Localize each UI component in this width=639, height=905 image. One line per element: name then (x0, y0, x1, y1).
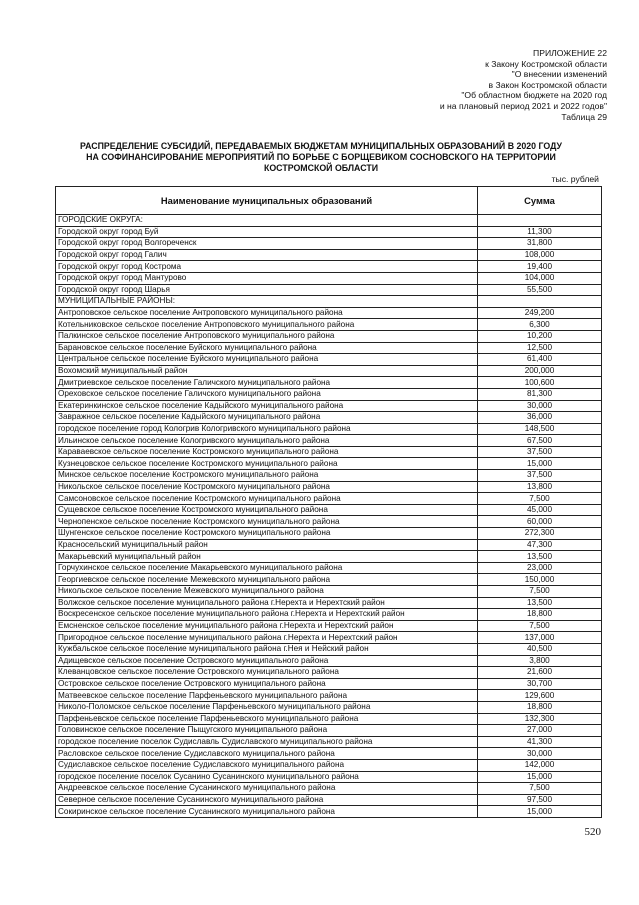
subsidy-amount: 67,500 (478, 435, 602, 447)
subsidy-amount: 31,800 (478, 238, 602, 250)
subsidy-amount: 13,500 (478, 597, 602, 609)
document-title (40, 141, 602, 174)
municipality-name: Адищевское сельское поселение Островского муниципального района (56, 655, 478, 667)
municipality-name: Горчухинское сельское поселение Макарьевского муниципального района (56, 562, 478, 574)
subsidy-amount: 30,000 (478, 400, 602, 412)
subsidy-amount: 100,600 (478, 377, 602, 389)
municipality-name: Сущевское сельское поселение Костромского муниципального района (56, 504, 478, 516)
subsidy-amount: 13,500 (478, 551, 602, 563)
municipality-name: Сокиринское сельское поселение Сусанинского муниципального района (56, 806, 478, 818)
table-row (56, 412, 602, 424)
table-header-row (56, 187, 602, 215)
municipality-name: Расловское сельское поселение Судиславского муниципального района (56, 748, 478, 760)
subsidy-amount: 137,000 (478, 632, 602, 644)
table-row (56, 528, 602, 540)
municipality-name: Городской округ город Галич (56, 249, 478, 261)
municipality-name: Пригородное сельское поселение муниципального района г.Нерехта и Нерехтский район (56, 632, 478, 644)
municipality-name: Емсненское сельское поселение муниципального района г.Нерехта и Нерехтский район (56, 620, 478, 632)
municipality-name: Андреевское сельское поселение Сусанинского муниципального района (56, 783, 478, 795)
subsidy-amount: 19,400 (478, 261, 602, 273)
subsidy-amount: 132,300 (478, 713, 602, 725)
table-row (56, 319, 602, 331)
municipality-name: Островское сельское поселение Островского муниципального района (56, 678, 478, 690)
table-row (56, 806, 602, 818)
municipality-name: Волжское сельское поселение муниципального района г.Нерехта и Нерехтский район (56, 597, 478, 609)
subsidy-amount: 104,000 (478, 272, 602, 284)
subsidy-amount: 55,500 (478, 284, 602, 296)
table-row (56, 238, 602, 250)
municipality-name: Матвеевское сельское поселение Парфеньевского муниципального района (56, 690, 478, 702)
subsidy-amount: 23,000 (478, 562, 602, 574)
municipality-name: Городской округ город Волгореченск (56, 238, 478, 250)
table-row (56, 562, 602, 574)
table-row (56, 794, 602, 806)
title-line: НА СОФИНАНСИРОВАНИЕ МЕРОПРИЯТИЙ ПО БОРЬБЕ С БОРЩЕВИКОМ СОСНОВСКОГО НА ТЕРРИТОРИИ (86, 152, 556, 162)
municipality-name: Красносельский муниципальный район (56, 539, 478, 551)
subsidy-amount: 7,500 (478, 493, 602, 505)
subsidy-amount: 12,500 (478, 342, 602, 354)
municipality-name: Воскресенское сельское поселение муниципального района г.Нерехта и Нерехтский район (56, 609, 478, 621)
municipality-name: Городской округ город Мантурово (56, 272, 478, 284)
table-row (56, 632, 602, 644)
municipality-name: Антроповское сельское поселение Антроповского муниципального района (56, 307, 478, 319)
table-row (56, 586, 602, 598)
municipality-name: Северное сельское поселение Сусанинского муниципального района (56, 794, 478, 806)
subsidy-amount: 15,000 (478, 458, 602, 470)
municipality-name: Вохомский муниципальный район (56, 365, 478, 377)
table-row (56, 458, 602, 470)
municipality-name: городское поселение город Кологрив Кологривского муниципального района (56, 423, 478, 435)
subsidy-amount: 15,000 (478, 771, 602, 783)
municipality-name: Завражное сельское поселение Кадыйского муниципального района (56, 412, 478, 424)
subsidy-amount: 18,800 (478, 609, 602, 621)
table-row (56, 226, 602, 238)
table-row (56, 655, 602, 667)
subsidy-amount: 30,000 (478, 748, 602, 760)
municipality-name: Ильинское сельское поселение Кологривского муниципального района (56, 435, 478, 447)
table-row (56, 493, 602, 505)
subsidy-amount: 45,000 (478, 504, 602, 516)
column-header-name: Наименование муниципальных образований (56, 187, 478, 215)
subsidy-amount: 150,000 (478, 574, 602, 586)
subsidy-amount: 81,300 (478, 388, 602, 400)
table-row (56, 470, 602, 482)
subsidy-amount: 249,200 (478, 307, 602, 319)
subsidy-amount: 7,500 (478, 783, 602, 795)
table-row (56, 748, 602, 760)
subsidy-amount: 37,500 (478, 470, 602, 482)
table-row (56, 400, 602, 412)
municipality-name: Екатеринкинское сельское поселение Кадыйского муниципального района (56, 400, 478, 412)
table-row (56, 215, 602, 227)
page-number: 520 (584, 826, 601, 838)
municipality-name: Парфеньевское сельское поселение Парфеньевского муниципального района (56, 713, 478, 725)
title-line: РАСПРЕДЕЛЕНИЕ СУБСИДИЙ, ПЕРЕДАВАЕМЫХ БЮДЖЕТАМ МУНИЦИПАЛЬНЫХ ОБРАЗОВАНИЙ В 2020 ГОДУ (80, 141, 562, 151)
subsidy-amount: 60,000 (478, 516, 602, 528)
subsidy-amount: 41,300 (478, 736, 602, 748)
subsidy-table (55, 186, 602, 818)
table-row (56, 307, 602, 319)
table-row (56, 354, 602, 366)
table-row (56, 736, 602, 748)
subsidy-amount: 11,300 (478, 226, 602, 238)
municipality-name: Кужбальское сельское поселение муниципального района г.Нея и Нейский район (56, 643, 478, 655)
table-row (56, 446, 602, 458)
table-row (56, 759, 602, 771)
table-row (56, 365, 602, 377)
table-row (56, 713, 602, 725)
table-row (56, 504, 602, 516)
municipality-name: Георгиевское сельское поселение Межевского муниципального района (56, 574, 478, 586)
municipality-name: Кузнецовское сельское поселение Костромского муниципального района (56, 458, 478, 470)
municipality-name: Минское сельское поселение Костромского муниципального района (56, 470, 478, 482)
municipality-name: Городской округ город Буй (56, 226, 478, 238)
municipality-name: Городской округ город Кострома (56, 261, 478, 273)
header-line: "О внесении изменений (511, 69, 607, 80)
municipality-name: Ореховское сельское поселение Галичского муниципального района (56, 388, 478, 400)
subsidy-amount: 6,300 (478, 319, 602, 331)
table-body (56, 215, 602, 818)
header-line: в Закон Костромской области (488, 79, 607, 90)
subsidy-amount: 97,500 (478, 794, 602, 806)
municipality-name: Самсоновское сельское поселение Костромского муниципального района (56, 493, 478, 505)
subsidy-amount (478, 215, 602, 227)
table-row (56, 423, 602, 435)
table-row (56, 481, 602, 493)
table-row (56, 539, 602, 551)
subsidy-amount: 47,300 (478, 539, 602, 551)
table-row (56, 678, 602, 690)
subsidy-amount: 129,600 (478, 690, 602, 702)
table-row (56, 620, 602, 632)
municipality-name: Барановское сельское поселение Буйского муниципального района (56, 342, 478, 354)
municipality-name: ГОРОДСКИЕ ОКРУГА: (56, 215, 478, 227)
header-line: к Закону Костромской области (485, 58, 607, 69)
subsidy-amount (478, 296, 602, 308)
subsidy-amount: 37,500 (478, 446, 602, 458)
subsidy-amount: 148,500 (478, 423, 602, 435)
table-row (56, 330, 602, 342)
table-row (56, 342, 602, 354)
table-row (56, 296, 602, 308)
subsidy-amount: 18,800 (478, 701, 602, 713)
municipality-name: городское поселение поселок Судиславль Судиславского муниципального района (56, 736, 478, 748)
header-line: "Об областном бюджете на 2020 год (461, 90, 607, 101)
subsidy-amount: 15,000 (478, 806, 602, 818)
municipality-name: Чернопенское сельское поселение Костромского муниципального района (56, 516, 478, 528)
subsidy-amount: 13,800 (478, 481, 602, 493)
table-row (56, 609, 602, 621)
header-line: ПРИЛОЖЕНИЕ 22 (533, 48, 607, 58)
table-row (56, 725, 602, 737)
table-row (56, 272, 602, 284)
municipality-name: Никольское сельское поселение Межевского муниципального района (56, 586, 478, 598)
table-row (56, 284, 602, 296)
subsidy-amount: 61,400 (478, 354, 602, 366)
table-row (56, 643, 602, 655)
table-row (56, 388, 602, 400)
subsidy-amount: 36,000 (478, 412, 602, 424)
municipality-name: МУНИЦИПАЛЬНЫЕ РАЙОНЫ: (56, 296, 478, 308)
municipality-name: Караваевское сельское поселение Костромского муниципального района (56, 446, 478, 458)
subsidy-amount: 27,000 (478, 725, 602, 737)
table-row (56, 377, 602, 389)
table-row (56, 516, 602, 528)
table-row (56, 261, 602, 273)
subsidy-amount: 40,500 (478, 643, 602, 655)
column-header-sum: Сумма (478, 187, 602, 215)
table-row (56, 574, 602, 586)
header-line: Таблица 29 (561, 111, 607, 122)
subsidy-amount: 3,800 (478, 655, 602, 667)
table-row (56, 249, 602, 261)
municipality-name: Городской округ город Шарья (56, 284, 478, 296)
municipality-name: Никольское сельское поселение Костромского муниципального района (56, 481, 478, 493)
municipality-name: городское поселение поселок Сусанино Сусанинского муниципального района (56, 771, 478, 783)
table-row (56, 701, 602, 713)
table-row (56, 551, 602, 563)
units-label: тыс. рублей (551, 174, 599, 184)
table-row (56, 667, 602, 679)
subsidy-amount: 30,700 (478, 678, 602, 690)
subsidy-amount: 142,000 (478, 759, 602, 771)
table-row (56, 771, 602, 783)
table-row (56, 597, 602, 609)
table-row (56, 435, 602, 447)
municipality-name: Николо-Поломское сельское поселение Парфеньевского муниципального района (56, 701, 478, 713)
header-line: и на плановый период 2021 и 2022 годов" (439, 100, 607, 111)
municipality-name: Центральное сельское поселение Буйского муниципального района (56, 354, 478, 366)
subsidy-amount: 10,200 (478, 330, 602, 342)
subsidy-amount: 200,000 (478, 365, 602, 377)
table-row (56, 783, 602, 795)
municipality-name: Макарьевский муниципальный район (56, 551, 478, 563)
municipality-name: Палкинское сельское поселение Антроповского муниципального района (56, 330, 478, 342)
municipality-name: Котельниковское сельское поселение Антроповского муниципального района (56, 319, 478, 331)
subsidy-amount: 7,500 (478, 586, 602, 598)
municipality-name: Дмитриевское сельское поселение Галичского муниципального района (56, 377, 478, 389)
subsidy-amount: 21,600 (478, 667, 602, 679)
title-line: КОСТРОМСКОЙ ОБЛАСТИ (263, 163, 379, 173)
municipality-name: Шунгенское сельское поселение Костромского муниципального района (56, 528, 478, 540)
municipality-name: Клеванцовское сельское поселение Островского муниципального района (56, 667, 478, 679)
subsidy-amount: 272,300 (478, 528, 602, 540)
table-row (56, 690, 602, 702)
municipality-name: Судиславское сельское поселение Судиславского муниципального района (56, 759, 478, 771)
subsidy-amount: 108,000 (478, 249, 602, 261)
subsidy-amount: 7,500 (478, 620, 602, 632)
municipality-name: Головинское сельское поселение Пыщугского муниципального района (56, 725, 478, 737)
appendix-header (440, 48, 607, 122)
